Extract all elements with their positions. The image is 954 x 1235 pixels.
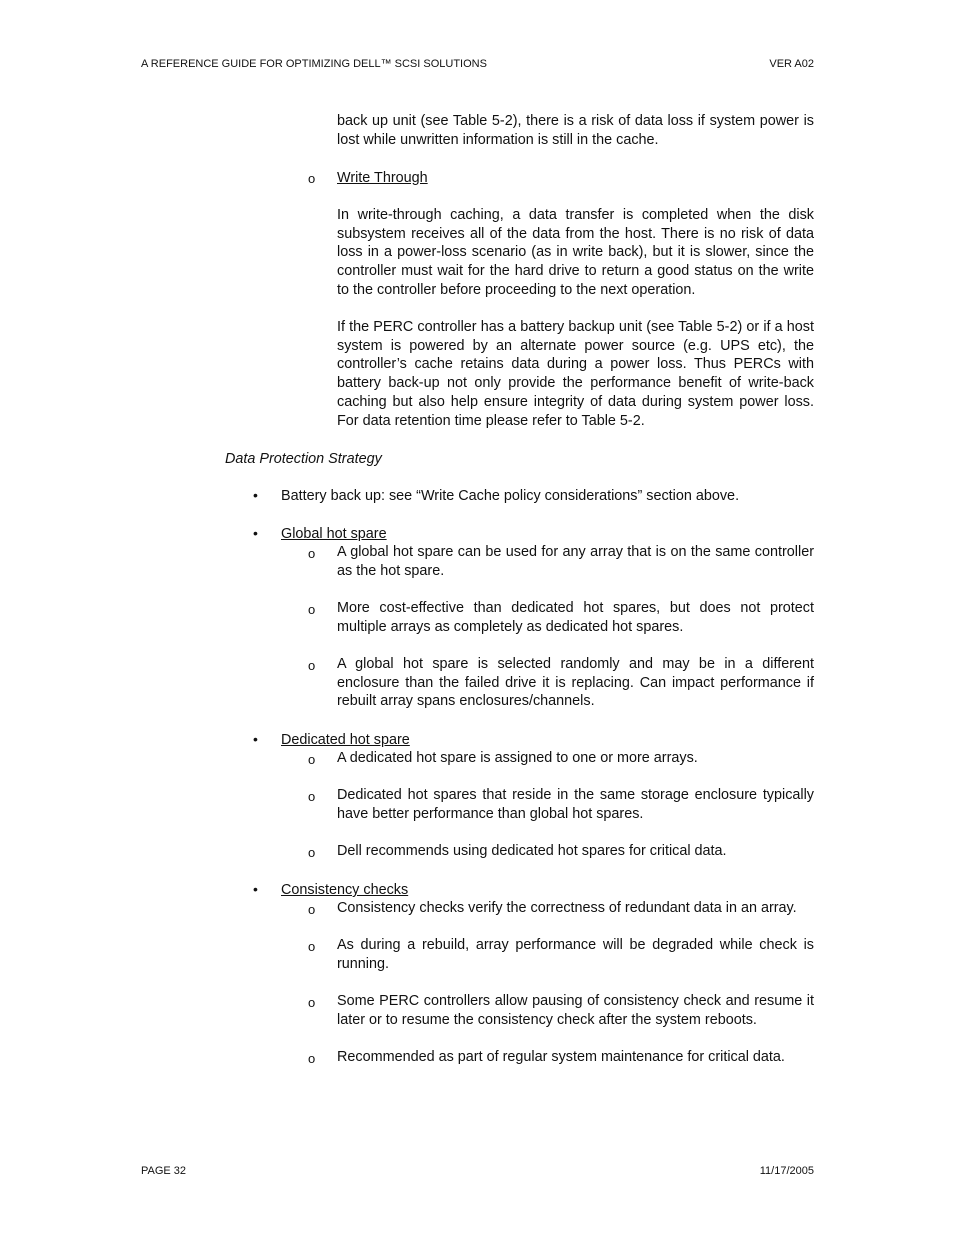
sub-bullet-marker: o (308, 602, 316, 617)
bullet-dot: • (253, 881, 258, 897)
global-hot-spare-item: More cost-effective than dedicated hot spares, but does not protect multiple arrays as completely as dedicated hot spares. (337, 600, 814, 635)
sub-bullet-marker: o (308, 902, 316, 917)
global-hot-spare-item: A global hot spare can be used for any array that is on the same controller as the hot spare. (337, 544, 814, 579)
sub-bullet-marker: o (308, 658, 316, 673)
consistency-checks-label: Consistency checks (281, 882, 409, 898)
consistency-checks-item: Consistency checks verify the correctness of redundant data in an array. (337, 900, 797, 916)
bullet-dot: • (253, 731, 258, 747)
header-version: VER A02 (769, 58, 814, 70)
sub-bullet-marker: o (308, 752, 316, 767)
bullet-dot: • (253, 487, 258, 503)
consistency-checks-item: As during a rebuild, array performance will be degraded while check is running. (337, 937, 814, 972)
write-through-paragraph-2: If the PERC controller has a battery backup unit (see Table 5-2) or if a host system is powered by an alternate power source (e.g. UPS etc), the controller’s cache retains data during a power loss. Thus PERCs with battery back-up not only provide the performance benefit of write-back caching but also help ensure integrity of data during system power loss. For data retention time please refer to Table 5-2. (337, 319, 814, 429)
page-header (141, 58, 814, 70)
consistency-checks-item: Recommended as part of regular system maintenance for critical data. (337, 1049, 785, 1065)
sub-bullet-marker: o (308, 546, 316, 561)
global-hot-spare-item: A global hot spare is selected randomly and may be in a different enclosure than the failed drive it is replacing. Can impact performance if rebuilt array spans enclosures/channels. (337, 656, 814, 710)
dedicated-hot-spare-item: A dedicated hot spare is assigned to one or more arrays. (337, 750, 698, 766)
page-footer (141, 1165, 814, 1177)
sub-bullet-marker: o (308, 939, 316, 954)
write-through-paragraph-1: In write-through caching, a data transfer is completed when the disk subsystem receives all of the data from the host. There is no risk of data loss in a power-loss scenario (as in write back), but it is slower, since the controller must wait for the hard drive to return a good status on the write to the controller before proceeding to the next operation. (337, 207, 814, 298)
dedicated-hot-spare-item: Dedicated hot spares that reside in the same storage enclosure typically have better performance than global hot spares. (337, 787, 814, 822)
header-title: A REFERENCE GUIDE FOR OPTIMIZING DELL™ SCSI SOLUTIONS (141, 58, 487, 70)
consistency-checks-item: Some PERC controllers allow pausing of consistency check and resume it later or to resume the consistency check after the system reboots. (337, 993, 814, 1028)
section-heading: Data Protection Strategy (225, 451, 382, 467)
sub-bullet-marker: o (308, 845, 316, 860)
intro-paragraph: back up unit (see Table 5-2), there is a risk of data loss if system power is lost while unwritten information is still in the cache. (337, 113, 814, 148)
write-through-label: Write Through (337, 170, 428, 186)
sub-bullet-marker: o (308, 789, 316, 804)
global-hot-spare-label: Global hot spare (281, 526, 387, 542)
sub-bullet-marker: o (308, 995, 316, 1010)
battery-item: Battery back up: see “Write Cache policy considerations” section above. (281, 488, 740, 504)
sub-bullet-marker: o (308, 1051, 316, 1066)
footer-date: 11/17/2005 (759, 1165, 814, 1177)
sub-bullet-marker: o (308, 171, 316, 186)
dedicated-hot-spare-item: Dell recommends using dedicated hot spares for critical data. (337, 843, 727, 859)
page-number: PAGE 32 (141, 1165, 187, 1177)
dedicated-hot-spare-label: Dedicated hot spare (281, 732, 410, 748)
bullet-dot: • (253, 525, 258, 541)
